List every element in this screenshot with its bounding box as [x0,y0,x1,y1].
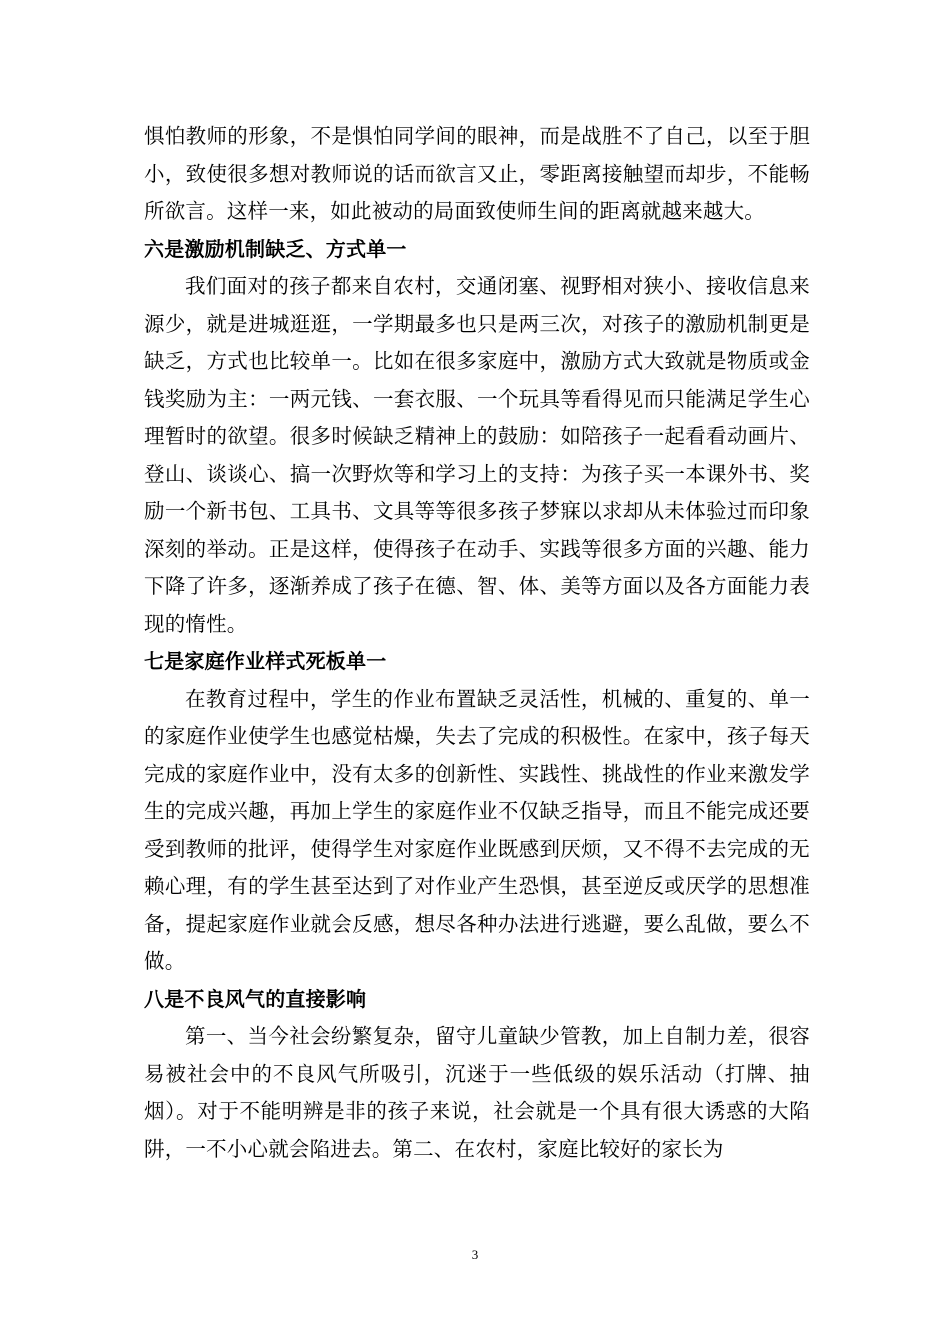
section-heading-6: 六是激励机制缺乏、方式单一 [144,236,407,261]
paragraph-incentive: 我们面对的孩子都来自农村，交通闭塞、视野相对狭小、接收信息来源少，就是进城逛逛，一学期最多也只是两三次，对孩子的激励机制更是缺乏，方式也比较单一。比如在很多家庭中，激励方式大致就是物质或金钱奖励为主：一两元钱、一套衣服、一个玩具等看得见而只能满足学生心理暂时的欲望。很多时候缺乏精神上的鼓励：如陪孩子一起看看动画片、登山、谈谈心、搞一次野炊等和学习上的支持：为孩子买一本课外书、奖励一个新书包、工具书、文具等等很多孩子梦寐以求却从未体验过而印象深刻的举动。正是这样，使得孩子在动手、实践等很多方面的兴趣、能力下降了许多，逐渐养成了孩子在德、智、体、美等方面以及各方面能力表现的惰性。 [144,274,810,636]
page-number: 3 [471,1247,479,1262]
section-heading-7: 七是家庭作业样式死板单一 [144,649,387,673]
paragraph-social-influence: 第一、当今社会纷繁复杂，留守儿童缺少管教，加上自制力差，很容易被社会中的不良风气所吸引，沉迷于一些低级的娱乐活动（打牌、抽烟）。对于不能明辨是非的孩子来说，社会就是一个具有很大诱惑的大陷阱，一不小心就会陷进去。第二、在农村，家庭比较好的家长为 [144,1024,810,1161]
paragraph-homework: 在教育过程中，学生的作业布置缺乏灵活性，机械的、重复的、单一的家庭作业使学生也感觉枯燥，失去了完成的积极性。在家中，孩子每天完成的家庭作业中，没有太多的创新性、实践性、挑战性的作业来激发学生的完成兴趣，再加上学生的家庭作业不仅缺乏指导，而且不能完成还要受到教师的批评，使得学生对家庭作业既感到厌烦，又不得不去完成的无赖心理，有的学生甚至达到了对作业产生恐惧，甚至逆反或厌学的思想准备，提起家庭作业就会反感，想尽各种办法进行逃避，要么乱做，要么不做。 [144,686,810,973]
section-heading-8: 八是不良风气的直接影响 [144,986,367,1011]
paragraph-continued: 惧怕教师的形象，不是惧怕同学间的眼神，而是战胜不了自己，以至于胆小，致使很多想对教师说的话而欲言又止，零距离接触望而却步，不能畅所欲言。这样一来，如此被动的局面致使师生间的距离就越来越大。 [144,124,810,223]
body-text [144,118,810,1168]
